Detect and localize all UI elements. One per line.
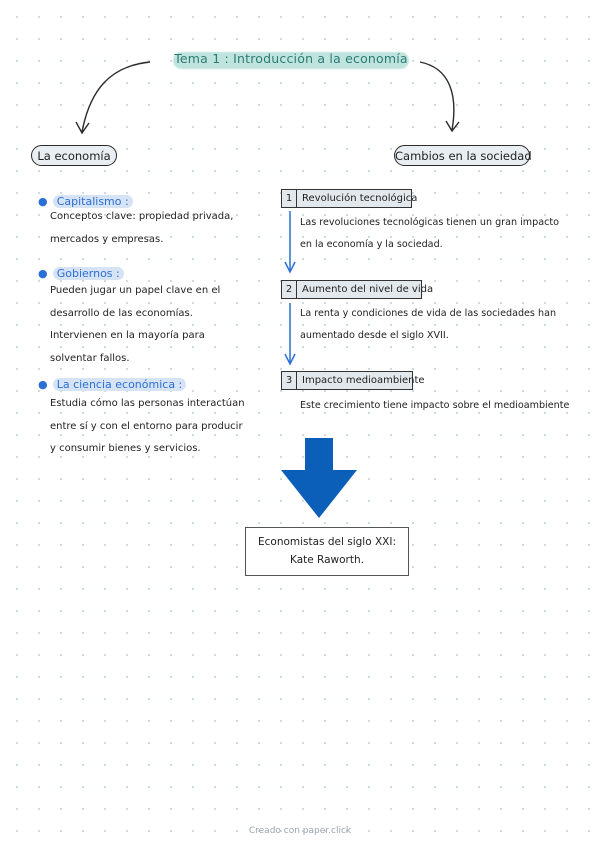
step-1-box (281, 189, 418, 208)
left-item-heading: Gobiernos : (53, 267, 124, 280)
conclusion-box (245, 527, 409, 576)
step-number: 1 (282, 190, 297, 207)
step-3-box (281, 371, 425, 390)
step-1-body: Las revoluciones tecnológicas tienen un gran impacto en la economía y la sociedad. (300, 217, 560, 250)
step-2-box (281, 280, 434, 299)
bullet-dot-icon: ● (38, 195, 48, 208)
left-item-ciencia (38, 373, 186, 392)
left-section-header: La economía (31, 145, 117, 166)
left-item-body: Pueden jugar un papel clave en el desarrollo de las economías. Intervienen en la mayoría para solventar fallos. (50, 285, 221, 364)
bullet-dot-icon: ● (38, 378, 48, 391)
left-item-body: Estudia cómo las personas interactúan entre sí y con el entorno para producir y consumir bienes y servicios. (50, 398, 245, 454)
step-heading: Revolución tecnológica (302, 193, 418, 204)
left-item-body: Conceptos clave: propiedad privada, mercados y empresas. (50, 211, 234, 245)
left-item-heading: Capitalismo : (53, 195, 133, 208)
bullet-dot-icon: ● (38, 267, 48, 280)
title-text: Tema 1 : Introducción a la economía (174, 51, 408, 66)
conclusion-line: Kate Raworth. (290, 554, 364, 566)
step-3-body: Este crecimiento tiene impacto sobre el medioambiente (300, 400, 570, 411)
left-item-gobiernos (38, 262, 124, 281)
left-item-heading: La ciencia económica : (53, 378, 187, 391)
footer-credit: Creado con paper.click (248, 826, 352, 836)
conclusion-line: Economistas del siglo XXI: (257, 536, 397, 548)
step-heading: Impacto medioambiente (302, 375, 425, 386)
step-2-body: La renta y condiciones de vida de las sociedades han aumentado desde el siglo XVII. (300, 308, 557, 341)
right-section-header: Cambios en la sociedad (394, 145, 530, 166)
step-heading: Aumento del nivel de vida (302, 284, 434, 295)
step-number: 3 (282, 372, 297, 389)
step-number: 2 (282, 281, 297, 298)
